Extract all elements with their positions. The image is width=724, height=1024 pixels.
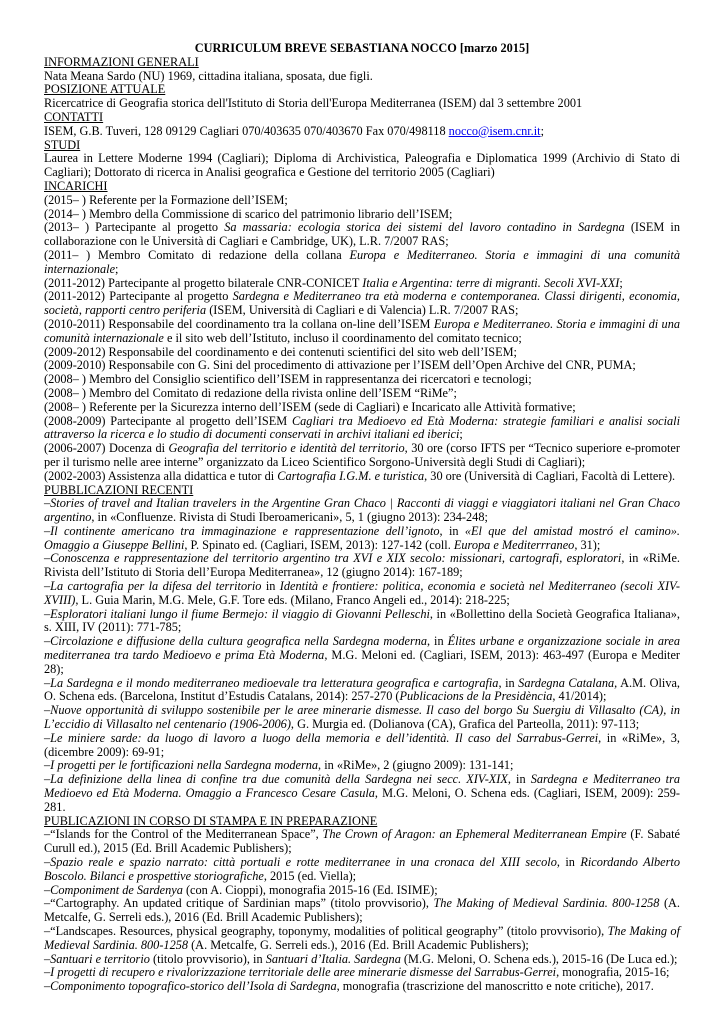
text-run: (2002-2003) Assistenza alla didattica e tutor di [44,468,278,483]
publication-item [44,552,680,580]
italic-text: –Circolazione e diffusione della cultura geografica nella Sardegna moderna [44,634,428,649]
incarichi-list [44,194,680,484]
italic-text: –I progetti per le fortificazioni nella Sardegna moderna [44,758,319,773]
in-press-item [44,897,680,925]
in-press-item [44,980,680,994]
publication-item [44,497,680,525]
text-run: , in «Bollettino della Società Geografica Italiana», s. XIII, IV (2011): 771-785; [44,606,680,635]
in-press-list [44,828,680,994]
heading-info: INFORMAZIONI GENERALI [44,54,199,69]
incarico-item [44,346,680,360]
text-run: (2008– ) Referente per la Sicurezza interno dell’ISEM (sede di Cagliari) e Incaricato alle Attività formative; [44,399,576,414]
text-run: , G. Murgia ed. (Dolianova (CA), Grafica del Parteolla, 2011): 97-113; [290,717,640,732]
publication-item [44,759,680,773]
document-title: CURRICULUM BREVE SEBASTIANA NOCCO [marzo 2015] [194,41,530,55]
section-info [44,56,680,84]
italic-text: –Componiment de Sardenya [44,882,183,897]
italic-text: Élites urbane e organizzazione sociale in area mediterranea tra tardo Medioevo e prima Età Moderna [44,634,680,663]
text-run: (2008-2009) Partecipante al progetto dell’ISEM [44,413,292,428]
text-run: (2008– ) Membro del Consiglio scientifico dell’ISEM in rappresentanza dei ricercatori e tecnologi; [44,372,532,387]
section-in-press [44,815,680,994]
text-run: ; [115,261,119,276]
studies-text: Laurea in Lettere Moderne 1994 (Cagliari); Diploma di Archivistica, Paleografia e Diplomatica 1999 (Archivio di Stato di Cagliari); Dottorato di ricerca in Analisi geografica e Gestione del territorio 2005 (Cagliari) [44,151,680,180]
text-run: , in [556,855,581,870]
publication-item [44,635,680,676]
text-run: , monografia, 2015-16; [556,965,670,980]
text-run: , P. Spinato ed. (Cagliari, ISEM, 2013): 127-142 (coll. [184,537,454,552]
incarico-item [44,277,680,291]
text-run: (2011-2012) Partecipante al progetto bilaterale CNR-CONICET [44,275,363,290]
italic-text: Europa e Mediterraneo. Storia e immagini di una comunità internazionale [44,316,680,345]
italic-text: –Spazio reale e spazio narrato: città portuali e rotte mediterranee in una cronaca del XIII secolo [44,855,557,870]
italic-text: Italia e Argentina: terre di migranti. Secoli XVI-XXI [362,275,620,290]
contacts-text [44,125,680,139]
incarico-item [44,221,680,249]
text-run: , in «RiMe», 2 (giugno 2009): 131-141; [318,758,514,773]
in-press-item [44,953,680,967]
italic-text: –Santuari e territorio [44,951,150,966]
text-run: (A. Metcalfe, G. Serreli eds.), 2016 (Ed. Brill Academic Publishers); [44,896,681,925]
text-run: (2014– ) Membro della Commissione di scarico del patrimonio librario dell’ISEM; [44,206,453,221]
heading-contacts: CONTATTI [44,109,104,124]
incarico-item [44,373,680,387]
italic-text: –I progetti di recupero e rivalorizzazione territoriale delle aree minerarie dismesse del Sarrabus-Gerrei [44,965,557,980]
italic-text: The Crown of Aragon: an Ephemeral Mediterranean Empire [322,827,627,842]
text-run: , in «RiMe. Rivista dell’Istituto di Storia dell’Europa Mediterranea», 12 (giugno 2014): 167-189; [44,551,680,580]
incarico-item [44,194,680,208]
publication-item [44,773,680,814]
email-link[interactable]: nocco@isem.cnr.it [448,123,541,138]
incarico-item [44,290,680,318]
text-run: , in [427,634,448,649]
text-run: (F. Sabaté Curull ed.), 2015 (Ed. Brill Academic Publishers); [44,827,680,856]
text-run: (con A. Cioppi), monografia 2015-16 (Ed. ISIME); [182,882,438,897]
text-run: , in [439,523,465,538]
incarico-item [44,401,680,415]
in-press-item [44,925,680,953]
text-run: , in [498,675,519,690]
text-run: ; [459,427,463,442]
italic-text: Europa e Mediterrraneo [453,537,575,552]
text-run: (2006-2007) Docenza di [44,441,169,456]
text-run: (2013– ) Partecipante al progetto [44,220,225,235]
publication-item [44,677,680,705]
text-run: (M.G. Meloni, O. Schena eds.), 2015-16 (De Luca ed.); [400,951,678,966]
text-run: (2015– ) Referente per la Formazione dell’ISEM; [44,192,288,207]
text-run: A.M. Oliva, O. Schena eds. (Barcelona, Institut d’Estudis Catalans, 2014): 257-270 ( [44,675,681,704]
italic-text: –Le miniere sarde: da luogo di lavoro a luogo della memoria e dell’identità. Il caso del Sarrabus-Gerrei [44,730,599,745]
in-press-item [44,828,680,856]
italic-text: Ricordando Alberto Boscolo. Bilanci e prospettive storiografiche [44,855,680,883]
text-run: (2011– ) Membro Comitato di redazione della collana [44,247,350,262]
text-run: –“Islands for the Control of the Mediterranean Space”, [44,827,323,842]
text-run: , M.G. Meloni, O. Schena eds. (Cagliari, ISEM, 2009): 259-281. [44,786,680,814]
section-studies [44,139,680,180]
text-run: (2010-2011) Responsabile del coordinamento tra la collana on-line dell’ISEM [44,316,434,331]
italic-text: Cagliari tra Medioevo ed Età Moderna: strategie familiari e analisi sociali attraverso la ricerca e lo studio di documenti conservati in archivi italiani ed iberici [44,413,680,442]
text-run: –“Cartography. An updated critique of Sardinian maps” (titolo provvisorio), [44,896,434,911]
contacts-address: ISEM, G.B. Tuveri, 128 09129 Cagliari 070/403635 070/403670 Fax 070/498118 [44,123,449,138]
in-press-item [44,856,680,884]
section-contacts [44,111,680,139]
position-text: Ricercatrice di Geografia storica dell'Istituto di Storia dell'Europa Mediterranea (ISEM) dal 3 settembre 2001 [44,96,583,111]
in-press-item [44,966,680,980]
incarico-item [44,387,680,401]
section-position [44,83,680,111]
info-text: Nata Meana Sardo (NU) 1969, cittadina italiana, sposata, due figli. [44,68,373,83]
italic-text: Sardegna Catalana, [518,675,618,690]
italic-text: –La cartografia per la difesa del territorio [44,579,262,594]
text-run: e il sito web dell’Istituto, incluso il coordinamento del comitato tecnico; [163,330,522,345]
text-run: , 30 ore (Università di Cagliari, Facoltà di Lettere). [424,468,676,483]
italic-text: –La Sardegna e il mondo mediterraneo medioevale tra letteratura geografica e cartografia [44,675,499,690]
text-run: (2009-2010) Responsabile con G. Sini del procedimento di attivazione per l’ISEM dell’Open Archive del CNR, PUMA; [44,358,636,373]
italic-text: The Making of Medieval Sardinia. 800-1258 [433,896,660,911]
text-run: , 41/2014); [552,689,607,704]
text-run: , monografia (trascrizione del manoscritto e note critiche), 2017. [336,979,654,994]
italic-text: –Esploratori italiani lungo il fiume Bermejo: il viaggio di Giovanni Pelleschi [44,606,430,621]
text-run: , in «RiMe», 3, (dicembre 2009): 69-91; [44,730,680,759]
text-run: , 31); [574,537,601,552]
publication-item [44,608,680,636]
text-run: , L. Guia Marin, M.G. Mele, G.F. Tore eds. (Milano, Franco Angeli ed., 2014): 218-225; [75,592,510,607]
italic-text: Europa e Mediterraneo. Storia e immagini di una comunità internazionale [44,247,680,276]
italic-text: Geografia del territorio e identità del territorio [168,441,405,456]
text-run: (titolo provvisorio), in [149,951,266,966]
incarico-item [44,318,680,346]
italic-text: –Stories of travel and Italian travelers in the Argentine Gran Chaco | Racconti di viaggi e viaggiatori italiani nel Gran Chaco argentino [44,496,680,525]
text-run: , M.G. Meloni ed. (Cagliari, ISEM, 2013): 463-497 (Europa e Mediter 28); [44,648,680,676]
section-publications [44,484,680,815]
text-run: (ISEM in collaborazione con le Università di Cagliari e Cambridge, UK), L.R. 7/2007 RAS; [44,220,680,249]
text-run: in [261,579,280,594]
text-run: , in «Confluenze. Rivista di Studi Iberoamericani», 5, 1 (giugno 2013): 234-248; [91,510,488,525]
incarico-item [44,442,680,470]
italic-text: –Il continente americano tra immaginazione e rappresentazione dell’ignoto [44,523,440,538]
italic-text: Cartografia I.G.M. e turistica [277,468,425,483]
heading-position: POSIZIONE ATTUALE [44,82,166,97]
incarico-item [44,359,680,373]
italic-text: The Making of Medieval Sardinia. 800-1258 [44,924,680,952]
italic-text: Santuari d’Italia. Sardegna [265,951,401,966]
italic-text: Publicacions de la Presidència [399,689,553,704]
italic-text: –La definizione della linea di confine tra due comunità della Sardegna nei secc. XIV-XIX [44,772,508,787]
text-run: (2011-2012) Partecipante al progetto [44,289,233,304]
text-run: , in [507,772,531,787]
italic-text: –Conoscenza e rappresentazione del territorio argentino tra XVI e XIX secolo: missionari, cartografi, esploratori [44,551,622,566]
text-run: ; [619,275,623,290]
incarico-item [44,470,680,484]
text-run: (ISEM, Università di Cagliari e di Valencia) L.R. 7/2007 RAS; [206,303,519,318]
contacts-after: ; [540,123,545,138]
publication-item [44,525,680,553]
publication-item [44,580,680,608]
publication-item [44,704,680,732]
italic-text: «El que del amistad mostró el camino». Omaggio a Giuseppe Bellini [44,523,680,552]
heading-studies: STUDI [44,137,81,152]
italic-text: Identità e frontiere: politica, economia e società nel Mediterraneo (secoli XIV-XVIII) [44,579,680,607]
publication-item [44,732,680,760]
heading-publications: PUBBLICAZIONI RECENTI [44,482,194,497]
text-run: , 2015 (ed. Viella); [263,868,357,883]
text-run: –“Landscapes. Resources, physical geography, toponymy, modalities of political geography” (titolo provvisorio), [44,924,608,938]
italic-text: –Componimento topografico-storico dell’Isola di Sardegna [44,979,337,994]
heading-incarichi: INCARICHI [44,178,108,193]
italic-text: –Nuove opportunità di sviluppo sostenibile per le aree minerarie dismesse. Il caso del borgo Su Suergiu di Villasalto (CA), in L’eccidio di Villasalto nel centenario (1906-2006) [44,703,680,732]
incarico-item [44,208,680,222]
text-run: (2008– ) Membro del Comitato di redazione della rivista online dell’ISEM “RiMe”; [44,385,457,400]
text-run: (A. Metcalfe, G. Serreli eds.), 2016 (Ed. Brill Academic Publishers); [188,937,529,952]
italic-text: Sardegna e Mediterraneo tra Medioevo ed Età Moderna. Omaggio a Francesco Cesare Casula [44,772,680,801]
text-run: , 30 ore (corso IFTS per “Tecnico superiore e-promoter per il turismo nelle aree interne” organizzato da Liceo Scientifico Sorgono-Università degli Studi di Cagliari); [44,441,680,469]
italic-text: Sardegna e Mediterraneo tra età moderna e contemporanea. Classi dirigenti, economia, società, rapporti centro periferia [44,289,680,318]
italic-text: Sa massaria: ecologia storica dei sistemi del lavoro contadino in Sardegna [224,220,625,235]
incarico-item [44,249,680,277]
in-press-item [44,884,680,898]
section-incarichi [44,180,680,484]
publications-list [44,497,680,814]
incarico-item [44,415,680,443]
heading-in-press: PUBLICAZIONI IN CORSO DI STAMPA E IN PREPARAZIONE [44,813,378,828]
text-run: (2009-2012) Responsabile del coordinamento e dei contenuti scientifici del sito web dell’ISEM; [44,344,517,359]
